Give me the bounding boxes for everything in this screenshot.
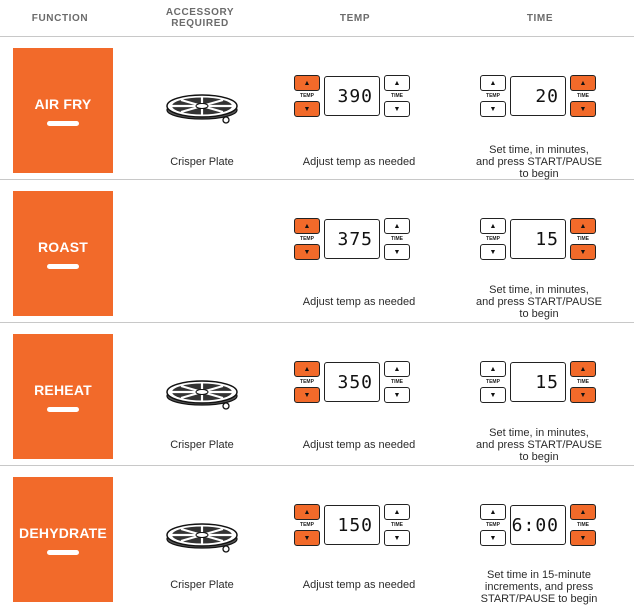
- up-arrow-icon: ▲: [579, 222, 587, 230]
- function-label: ROAST: [38, 238, 88, 255]
- header-accessory-line2: REQUIRED: [171, 18, 229, 29]
- temp-panel: [294, 358, 412, 408]
- temp-down-button[interactable]: [294, 101, 320, 117]
- down-arrow-icon: ▼: [303, 105, 311, 113]
- time-button-label: TIME: [391, 93, 403, 99]
- temp-display: 150: [324, 505, 380, 545]
- function-tile: [13, 48, 113, 173]
- down-arrow-icon: ▼: [579, 248, 587, 256]
- time-caption-line: Set time, in minutes,: [489, 284, 589, 296]
- temp-button-label: TEMP: [486, 93, 500, 99]
- table-row: [0, 179, 634, 323]
- crisper-plate-icon: [164, 515, 240, 555]
- temp-up-button[interactable]: [480, 361, 506, 377]
- temp-caption: Adjust temp as needed: [302, 156, 416, 168]
- time-caption-line: increments, and press: [484, 581, 594, 593]
- up-arrow-icon: ▲: [579, 365, 587, 373]
- header-time: [485, 0, 595, 36]
- time-caption: [469, 284, 609, 320]
- down-arrow-icon: ▼: [303, 534, 311, 542]
- time-down-button[interactable]: [570, 387, 596, 403]
- down-arrow-icon: ▼: [303, 391, 311, 399]
- table-row: [0, 322, 634, 466]
- time-down-button[interactable]: [384, 387, 410, 403]
- time-down-button[interactable]: [384, 530, 410, 546]
- time-caption-line: Set time, in minutes,: [489, 427, 589, 439]
- accessory-caption: Crisper Plate: [170, 579, 234, 591]
- temp-button-label: TEMP: [300, 379, 314, 385]
- down-arrow-icon: ▼: [489, 105, 497, 113]
- up-arrow-icon: ▲: [393, 222, 401, 230]
- temp-caption: Adjust temp as needed: [302, 439, 416, 451]
- down-arrow-icon: ▼: [489, 391, 497, 399]
- up-arrow-icon: ▲: [579, 79, 587, 87]
- up-arrow-icon: ▲: [303, 79, 311, 87]
- up-arrow-icon: ▲: [489, 508, 497, 516]
- temp-down-button[interactable]: [480, 244, 506, 260]
- down-arrow-icon: ▼: [393, 248, 401, 256]
- temp-down-button[interactable]: [294, 387, 320, 403]
- time-display: 15: [510, 219, 566, 259]
- time-up-button[interactable]: [570, 361, 596, 377]
- temp-up-button[interactable]: [480, 504, 506, 520]
- temp-down-button[interactable]: [480, 101, 506, 117]
- header-accessory: [150, 0, 250, 36]
- time-caption-line: and press START/PAUSE: [476, 439, 602, 451]
- time-caption: [469, 569, 609, 605]
- accessory-caption: Crisper Plate: [170, 439, 234, 451]
- down-arrow-icon: ▼: [303, 248, 311, 256]
- down-arrow-icon: ▼: [489, 248, 497, 256]
- down-arrow-icon: ▼: [579, 534, 587, 542]
- function-bar: [47, 407, 79, 412]
- up-arrow-icon: ▲: [579, 508, 587, 516]
- time-display: 6:00: [510, 505, 566, 545]
- temp-down-button[interactable]: [294, 530, 320, 546]
- time-button-label: TIME: [391, 522, 403, 528]
- time-panel: [480, 215, 598, 265]
- time-button-label: TIME: [577, 379, 589, 385]
- temp-down-button[interactable]: [294, 244, 320, 260]
- temp-down-button[interactable]: [480, 387, 506, 403]
- temp-panel: [294, 501, 412, 551]
- temp-panel: [294, 215, 412, 265]
- temp-up-button[interactable]: [294, 504, 320, 520]
- time-caption-line: START/PAUSE to begin: [480, 593, 598, 605]
- time-button-label: TIME: [391, 236, 403, 242]
- temp-up-button[interactable]: [294, 218, 320, 234]
- time-down-button[interactable]: [570, 101, 596, 117]
- down-arrow-icon: ▼: [393, 391, 401, 399]
- time-caption-line: to begin: [519, 451, 559, 463]
- time-caption-line: and press START/PAUSE: [476, 296, 602, 308]
- time-up-button[interactable]: [384, 75, 410, 91]
- temp-button-label: TEMP: [486, 522, 500, 528]
- temp-display: 375: [324, 219, 380, 259]
- time-up-button[interactable]: [384, 361, 410, 377]
- time-button-label: TIME: [577, 522, 589, 528]
- time-up-button[interactable]: [570, 75, 596, 91]
- time-up-button[interactable]: [570, 218, 596, 234]
- temp-caption: Adjust temp as needed: [302, 296, 416, 308]
- time-down-button[interactable]: [570, 530, 596, 546]
- temp-button-label: TEMP: [486, 379, 500, 385]
- time-panel: [480, 72, 598, 122]
- temp-down-button[interactable]: [480, 530, 506, 546]
- up-arrow-icon: ▲: [393, 79, 401, 87]
- time-display: 15: [510, 362, 566, 402]
- header-temp-label: TEMP: [339, 12, 371, 24]
- temp-button-label: TEMP: [300, 93, 314, 99]
- up-arrow-icon: ▲: [393, 508, 401, 516]
- temp-up-button[interactable]: [480, 75, 506, 91]
- function-label: DEHYDRATE: [19, 524, 107, 541]
- temp-caption: Adjust temp as needed: [302, 579, 416, 591]
- time-caption: [469, 427, 609, 463]
- down-arrow-icon: ▼: [489, 534, 497, 542]
- time-caption-line: and press START/PAUSE: [476, 156, 602, 168]
- time-button-label: TIME: [391, 379, 403, 385]
- time-button-label: TIME: [577, 236, 589, 242]
- function-tile: [13, 477, 113, 602]
- temp-panel: [294, 72, 412, 122]
- time-caption-line: Set time in 15-minute: [487, 569, 591, 581]
- temp-button-label: TEMP: [486, 236, 500, 242]
- table-header: [0, 0, 634, 37]
- function-label: REHEAT: [34, 381, 92, 398]
- down-arrow-icon: ▼: [393, 534, 401, 542]
- time-caption-line: to begin: [519, 308, 559, 320]
- function-label: AIR FRY: [34, 95, 92, 112]
- function-tile: [13, 191, 113, 316]
- temp-display: 390: [324, 76, 380, 116]
- time-caption: [469, 144, 609, 180]
- function-bar: [47, 121, 79, 126]
- header-function-label: FUNCTION: [31, 12, 89, 24]
- temp-up-button[interactable]: [294, 361, 320, 377]
- up-arrow-icon: ▲: [393, 365, 401, 373]
- temp-up-button[interactable]: [480, 218, 506, 234]
- time-caption-line: to begin: [519, 168, 559, 180]
- header-function: [0, 0, 120, 36]
- table-row: [0, 465, 634, 608]
- crisper-plate-icon: [164, 86, 240, 126]
- temp-display: 350: [324, 362, 380, 402]
- time-down-button[interactable]: [384, 244, 410, 260]
- down-arrow-icon: ▼: [579, 391, 587, 399]
- time-panel: [480, 501, 598, 551]
- time-button-label: TIME: [577, 93, 589, 99]
- crisper-plate-icon: [164, 372, 240, 412]
- header-temp: [300, 0, 410, 36]
- time-panel: [480, 358, 598, 408]
- up-arrow-icon: ▲: [303, 365, 311, 373]
- time-down-button[interactable]: [570, 244, 596, 260]
- time-caption-line: Set time, in minutes,: [489, 144, 589, 156]
- up-arrow-icon: ▲: [303, 508, 311, 516]
- time-display: 20: [510, 76, 566, 116]
- up-arrow-icon: ▲: [489, 79, 497, 87]
- accessory-caption: Crisper Plate: [170, 156, 234, 168]
- time-up-button[interactable]: [384, 504, 410, 520]
- function-tile: [13, 334, 113, 459]
- header-accessory-line1: ACCESSORY: [165, 7, 235, 18]
- temp-button-label: TEMP: [300, 522, 314, 528]
- up-arrow-icon: ▲: [489, 365, 497, 373]
- header-time-label: TIME: [526, 12, 554, 24]
- time-up-button[interactable]: [384, 218, 410, 234]
- function-bar: [47, 264, 79, 269]
- temp-button-label: TEMP: [300, 236, 314, 242]
- table-row: [0, 36, 634, 180]
- time-down-button[interactable]: [384, 101, 410, 117]
- up-arrow-icon: ▲: [303, 222, 311, 230]
- temp-up-button[interactable]: [294, 75, 320, 91]
- down-arrow-icon: ▼: [393, 105, 401, 113]
- time-up-button[interactable]: [570, 504, 596, 520]
- up-arrow-icon: ▲: [489, 222, 497, 230]
- function-bar: [47, 550, 79, 555]
- down-arrow-icon: ▼: [579, 105, 587, 113]
